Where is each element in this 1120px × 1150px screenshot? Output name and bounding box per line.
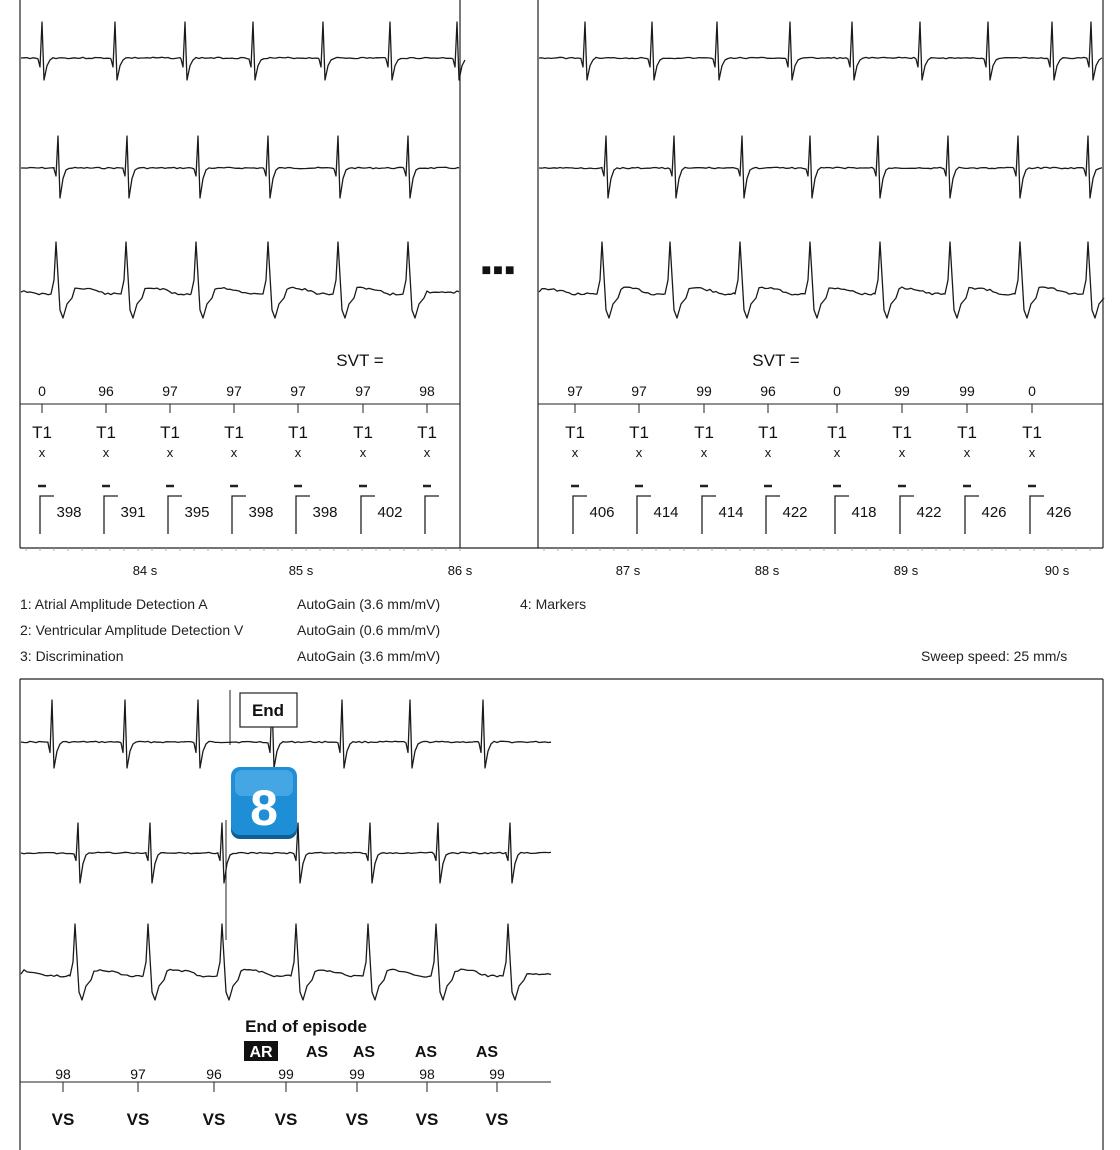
interval-bracket: [637, 496, 651, 534]
interval-value: 402: [377, 504, 403, 521]
interval-value: 391: [120, 504, 146, 521]
x-mark: x: [102, 445, 110, 460]
event-marker: T1: [96, 423, 116, 442]
x-mark: x: [764, 445, 772, 460]
detection-percent: 0: [833, 383, 841, 399]
x-mark: x: [230, 445, 238, 460]
x-mark: x: [294, 445, 302, 460]
ventricular-marker: VS: [415, 1110, 439, 1129]
ecg-trace-path: [539, 242, 1104, 318]
event-marker: T1: [224, 423, 244, 442]
detection-percent: 97: [355, 383, 371, 399]
x-mark: x: [571, 445, 579, 460]
end-of-episode-label: End of episode: [245, 1017, 367, 1036]
markers-right: [565, 383, 1071, 534]
event-marker: T1: [353, 423, 373, 442]
legend-channel-3: 3: Discrimination: [20, 648, 124, 664]
ventricular-marker: VS: [202, 1110, 226, 1129]
detection-percent: 97: [226, 383, 242, 399]
top-strip: [20, 0, 1104, 578]
event-marker: T1: [288, 423, 308, 442]
detection-percent: 97: [567, 383, 583, 399]
x-mark: x: [833, 445, 841, 460]
interval-bracket: [361, 496, 375, 534]
interval-value: 395: [184, 504, 210, 521]
ventricular-marker: VS: [485, 1110, 509, 1129]
interval-value: 422: [916, 504, 942, 521]
interval-bracket: [104, 496, 118, 534]
detection-percent: 99: [696, 383, 712, 399]
time-tick-label: 85 s: [288, 563, 314, 578]
ventricular-marker: VS: [274, 1110, 298, 1129]
sweep-speed: Sweep speed: 25 mm/s: [921, 648, 1068, 664]
x-mark: x: [1028, 445, 1036, 460]
interval-bracket: [573, 496, 587, 534]
ventricular-marker: VS: [51, 1110, 75, 1129]
omitted-section-separator: ■■■: [481, 262, 517, 279]
x-mark: x: [963, 445, 971, 460]
interval-value: 418: [851, 504, 877, 521]
ventricular-marker: VS: [345, 1110, 369, 1129]
event-marker: T1: [1022, 423, 1042, 442]
markers-left: [32, 383, 439, 534]
interval-value: 398: [248, 504, 274, 521]
time-tick-label: 84 s: [132, 563, 158, 578]
svt-label-right: SVT =: [752, 351, 800, 370]
detection-percent: 98: [419, 383, 435, 399]
event-marker: T1: [160, 423, 180, 442]
bottom-strip: [20, 679, 1103, 1150]
event-marker: T1: [957, 423, 977, 442]
detection-percent: 0: [38, 383, 46, 399]
detection-percent: 96: [98, 383, 114, 399]
detection-percent: 98: [55, 1066, 71, 1082]
discrimination-trace-bottom: [21, 924, 551, 1000]
step-badge-8: [231, 767, 297, 839]
time-tick-label: 88 s: [754, 563, 780, 578]
detection-percent: 97: [162, 383, 178, 399]
ecg-trace-path: [21, 22, 465, 80]
event-marker: T1: [694, 423, 714, 442]
end-label: End: [251, 701, 285, 720]
legend-channel-3-gain: AutoGain (3.6 mm/mV): [297, 648, 441, 664]
ecg-trace-path: [21, 924, 551, 1000]
event-marker: T1: [629, 423, 649, 442]
interval-value: 414: [653, 504, 679, 521]
x-mark: x: [898, 445, 906, 460]
interval-bracket: [1030, 496, 1044, 534]
time-axis-labels: [133, 563, 1070, 578]
ecg-trace-path: [539, 22, 1102, 80]
svt-label-left: SVT =: [336, 351, 384, 370]
ventricular-marker: VS: [126, 1110, 150, 1129]
ventricular-trace-left: [21, 136, 459, 198]
atrial-trace-left: [21, 22, 465, 80]
detection-percent: 97: [130, 1066, 146, 1082]
event-marker: T1: [565, 423, 585, 442]
detection-percent: 97: [631, 383, 647, 399]
detection-percent: 97: [290, 383, 306, 399]
detection-percent: 96: [206, 1066, 222, 1082]
x-mark: x: [38, 445, 46, 460]
detection-percent: 99: [349, 1066, 365, 1082]
legend-channel-1-gain: AutoGain (3.6 mm/mV): [297, 596, 441, 612]
detection-percent: 96: [760, 383, 776, 399]
x-mark: x: [359, 445, 367, 460]
atrial-marker: AS: [475, 1044, 499, 1061]
ventricular-trace-right: [539, 136, 1102, 198]
x-mark: x: [700, 445, 708, 460]
interval-bracket: [965, 496, 979, 534]
interval-value: 426: [1046, 504, 1072, 521]
time-tick-label: 89 s: [893, 563, 919, 578]
interval-bracket: [766, 496, 780, 534]
ecg-trace-path: [21, 136, 459, 198]
atrial-marker: AS: [414, 1044, 438, 1061]
detection-percent: 99: [489, 1066, 505, 1082]
x-mark: x: [423, 445, 431, 460]
interval-bracket: [425, 496, 439, 534]
legend-channel-2-gain: AutoGain (0.6 mm/mV): [297, 622, 441, 638]
x-mark: x: [635, 445, 643, 460]
atrial-marker: AS: [305, 1044, 329, 1061]
atrial-marker-highlighted: AR: [249, 1044, 273, 1061]
interval-bracket: [900, 496, 914, 534]
interval-value: 406: [589, 504, 615, 521]
atrial-trace-right: [539, 22, 1102, 80]
x-mark: x: [166, 445, 174, 460]
interval-bracket: [232, 496, 246, 534]
interval-value: 414: [718, 504, 744, 521]
interval-bracket: [40, 496, 54, 534]
ecg-trace-path: [21, 242, 459, 318]
interval-bracket: [835, 496, 849, 534]
discrimination-trace-right: [539, 242, 1104, 318]
interval-bracket: [168, 496, 182, 534]
ecg-trace-path: [539, 136, 1102, 198]
event-marker: T1: [417, 423, 437, 442]
atrial-marker: AS: [352, 1044, 376, 1061]
event-marker: T1: [758, 423, 778, 442]
interval-bracket: [296, 496, 310, 534]
detection-percent: 0: [1028, 383, 1036, 399]
detection-percent: 99: [278, 1066, 294, 1082]
discrimination-trace-left: [21, 242, 459, 318]
interval-value: 398: [56, 504, 82, 521]
time-tick-label: 86 s: [447, 563, 473, 578]
badge-number: 8: [250, 780, 278, 836]
event-marker: T1: [827, 423, 847, 442]
markers-bottom: [52, 1041, 509, 1129]
event-marker: T1: [32, 423, 52, 442]
time-tick-label: 90 s: [1044, 563, 1070, 578]
event-marker: T1: [892, 423, 912, 442]
detection-percent: 98: [419, 1066, 435, 1082]
legend-channel-1: 1: Atrial Amplitude Detection A: [20, 596, 208, 612]
interval-bracket: [702, 496, 716, 534]
interval-value: 398: [312, 504, 338, 521]
detection-percent: 99: [959, 383, 975, 399]
interval-value: 426: [981, 504, 1007, 521]
interval-value: 422: [782, 504, 808, 521]
legend-channel-4: 4: Markers: [520, 596, 587, 612]
detection-percent: 99: [894, 383, 910, 399]
legend-channel-2: 2: Ventricular Amplitude Detection V: [20, 622, 244, 638]
time-tick-label: 87 s: [615, 563, 641, 578]
